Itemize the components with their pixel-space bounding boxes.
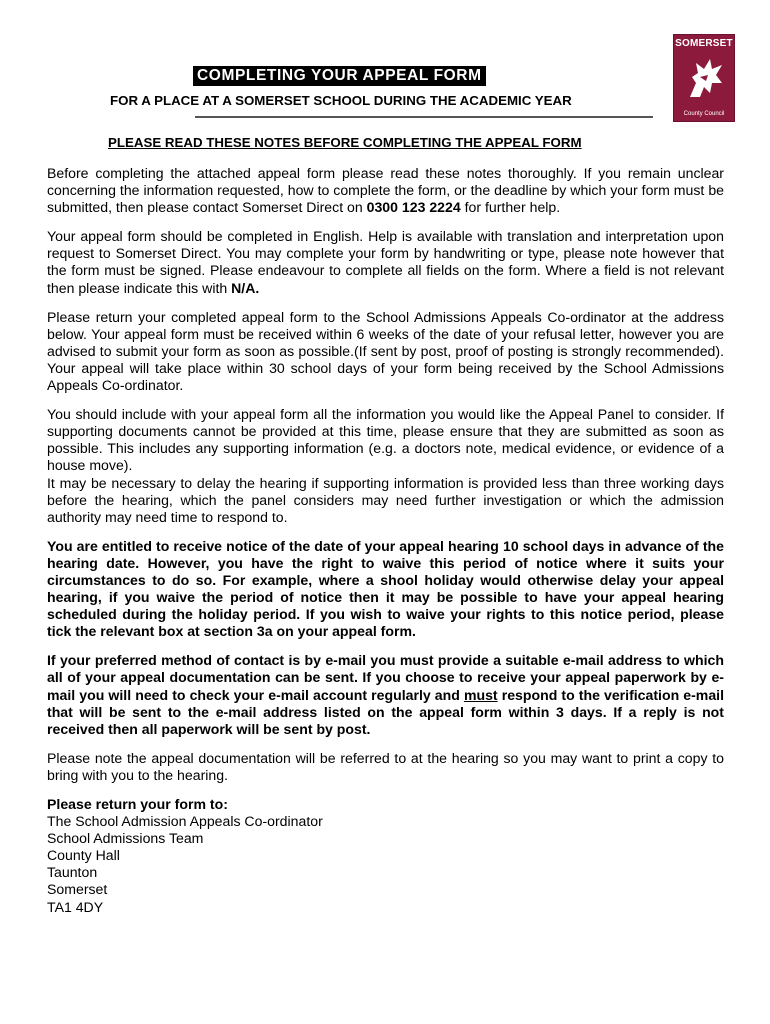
- address-line: School Admissions Team: [47, 830, 204, 847]
- paragraph-contact: [47, 165, 724, 216]
- notes-body: [47, 165, 724, 916]
- paragraph-supporting-info: You should include with your appeal form all the information you would like the Appeal Panel to consider. If supporting documents cannot be provided at this time, please ensure that they are submitted as soon as possible. This includes any supporting information (e.g. a doctors note, medical evidence, or evidence of a house move).: [47, 406, 724, 474]
- paragraph-notice-period: You are entitled to receive notice of the date of your appeal hearing 10 school days in advance of the hearing date. However, you have the right to waive this period of notice where it suits your circumstances to do so. For example, where a shool holiday would otherwise delay your appeal hearing, if you waive the period of notice then it may be possible to have your appeal hearing scheduled during the holiday period. If you wish to waive your rights to this notice period, please tick the relevant box at section 3a on your appeal form.: [47, 537, 724, 640]
- address-line: County Hall: [47, 847, 120, 864]
- paragraph-text: respond to the verification e-mail that will be sent to the e-mail address listed on the appeal form within 3 days. If a reply is not received then all paperwork will be sent by post.: [47, 686, 724, 737]
- notice-heading: PLEASE READ THESE NOTES BEFORE COMPLETING THE APPEAL FORM: [108, 135, 582, 150]
- logo-bottom-text: County Council: [683, 111, 725, 117]
- na-text: N/A.: [231, 279, 260, 296]
- paragraph-text: Your appeal form should be completed in English. Help is available with translation and interpretation upon request to Somerset Direct. You may complete your form by handwriting or type, please note however that the form must be signed. Please endeavour to complete all fields on the form. Where a field is not relevant then please indicate this with: [47, 228, 724, 296]
- title-block: [193, 66, 486, 86]
- must-text: must: [463, 686, 498, 703]
- somerset-county-council-logo: [673, 34, 735, 122]
- paragraph-text: Before completing the attached appeal form please read these notes thoroughly. If you remain unclear concerning the information requested, how to complete the form, or the deadline by which your form must be submitted, then please contact Somerset Direct on: [47, 165, 724, 216]
- paragraph-text: for further help.: [460, 199, 561, 216]
- address-heading: Please return your form to:: [47, 796, 228, 812]
- address-line: TA1 4DY: [47, 898, 104, 915]
- return-address: [47, 796, 724, 916]
- paragraph-text: If your preferred method of contact is by e-mail you must provide a suitable e-mail address to which all of your appeal documentation can be sent. If you choose to receive your appeal paperwork by e-mail you will need to check your e-mail account regularly and: [47, 652, 724, 703]
- wyvern-icon: [682, 53, 728, 103]
- paragraph-return: Please return your completed appeal form to the School Admissions Appeals Co-ordinator at the address below. Your appeal form must be received within 6 weeks of the date of your refusal letter, however you are advised to submit your form as soon as possible.(If sent by post, proof of posting is strongly recommended). Your appeal will take place within 30 school days of your form being received by the School Admissions Appeals Co-ordinator.: [47, 308, 724, 394]
- paragraph-language: [47, 228, 724, 296]
- logo-top-text: SOMERSET: [675, 38, 733, 49]
- paragraph-delay: It may be necessary to delay the hearing if supporting information is provided less than three working days before the hearing, which the panel considers may need further investigation or which the admission authority may need time to respond to.: [47, 474, 724, 525]
- paragraph-email: [47, 652, 724, 737]
- phone-number: 0300 123 2224: [366, 199, 461, 216]
- address-line: The School Admission Appeals Co-ordinator: [47, 813, 323, 830]
- divider: [195, 116, 653, 118]
- page-title: COMPLETING YOUR APPEAL FORM: [193, 66, 486, 86]
- paragraph-documentation: Please note the appeal documentation will be referred to at the hearing so you may want to print a copy to bring with you to the hearing.: [47, 749, 724, 783]
- address-line: Somerset: [47, 881, 108, 898]
- address-line: Taunton: [47, 864, 98, 881]
- page-subtitle: FOR A PLACE AT A SOMERSET SCHOOL DURING THE ACADEMIC YEAR: [110, 93, 572, 108]
